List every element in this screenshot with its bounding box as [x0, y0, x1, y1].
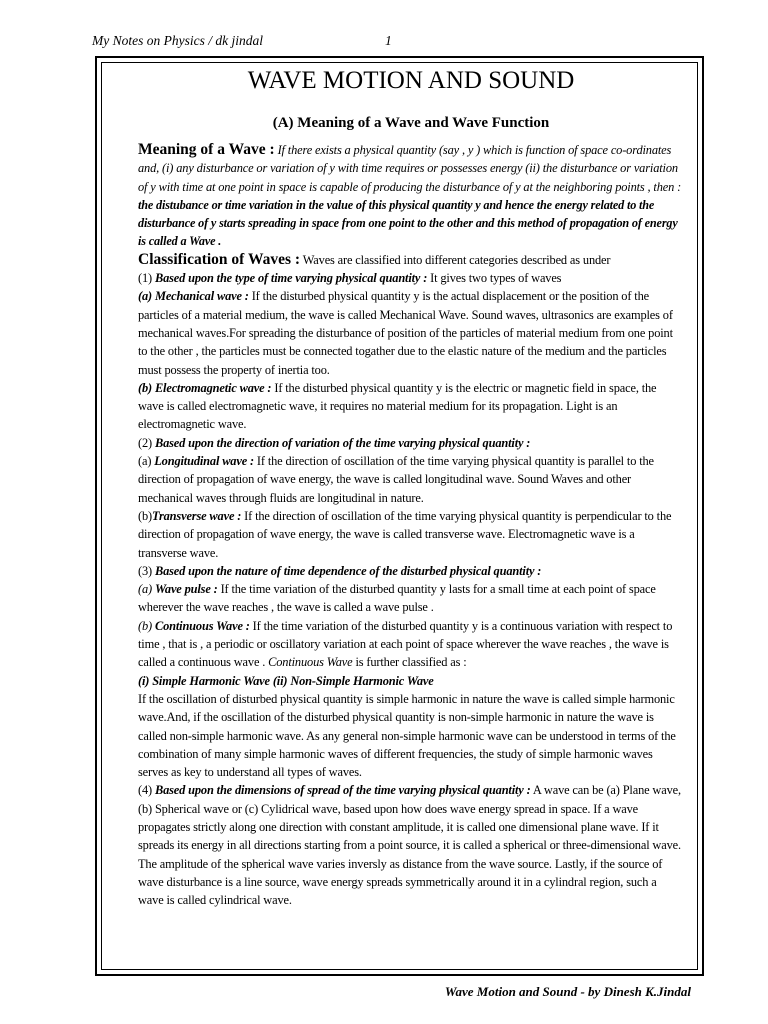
- continuous-wave-text-2: is further classified as :: [352, 655, 467, 670]
- section-1-text: It gives two types of waves: [427, 271, 562, 286]
- page-content: [138, 66, 684, 909]
- meaning-heading: Meaning of a Wave :: [138, 141, 275, 158]
- em-wave-paragraph: [138, 379, 684, 434]
- em-wave-text: If the disturbed physical quantity y is the electric or magnetic field in space, the wave is called electromagnetic wave, it requires no material medium for its propagation. Light is an electromagnetic wave.: [138, 380, 657, 432]
- section-4-title: Based upon the dimensions of spread of the time varying physical quantity :: [154, 783, 531, 798]
- meaning-paragraph: [138, 141, 684, 196]
- section-subtitle: (A) Meaning of a Wave and Wave Function: [272, 115, 550, 131]
- classification-heading: Classification of Waves :: [138, 250, 301, 268]
- wave-pulse-label: Wave pulse :: [154, 582, 218, 597]
- page-number: 1: [385, 33, 392, 48]
- meaning-text: If there exists a physical quantity (say , y ) which is function of space co-ordinates and, (i) any disturbance or variation of y with time requires or possesses energy (ii) the disturbance or variation of y with time at one point in space is capable of producing the disturbance of y at the neighboring points , then :: [138, 143, 682, 194]
- continuous-wave-paragraph: [138, 617, 684, 672]
- classification-paragraph: [138, 251, 684, 269]
- section-2-title: Based upon the direction of variation of the time varying physical quantity :: [154, 435, 531, 450]
- wave-pulse-prefix: (a): [138, 582, 155, 597]
- continuous-wave-italic: Continuous Wave: [268, 655, 353, 670]
- mechanical-wave-text: If the disturbed physical quantity y is the actual displacement or the position of the particles of a material medium, the wave is called Mechanical Wave. Sound waves, ultrasonics are examples of mechanical waves.For spreading the disturbance of position of the particles of material medium from one point to the other , the particles must be connected togather due to the elastic nature of the medium and the particles must possess the property of inertia too.: [138, 289, 673, 377]
- section-1-heading: [138, 269, 684, 287]
- harmonic-wave-paragraph: If the oscillation of disturbed physical quantity is simple harmonic in nature the wave is called simple harmonic wave.And, if the oscillation of the disturbed physical quantity is non-simple harmonic in nature the wave is called non-simple harmonic wave. As any general non-simple harmonic wave can be understood in terms of the combination of many simple harmonic waves of different frequencies, the study of simple harmonic waves serves as key to understand all types of waves.: [138, 691, 676, 780]
- mechanical-wave-paragraph: [138, 287, 684, 378]
- section-4-text: A wave can be (a) Plane wave, (b) Spherical wave or (c) Cylidrical wave, based upon how does wave energy spread in space. If a wave propagates strictly along one direction with constant amplitude, it is called one dimensional plane wave. If it spreads its energy in all directions starting from a point source, it is called a spherical or three-dimensional wave. The amplitude of the spherical wave varies inversly as distance from the wave source. Lastly, if the source of wave disturbance is a line source, wave energy spreads symmetrically around it in a cylindral region, such a wave is called cylindrical wave.: [138, 783, 681, 908]
- section-3-number: (3): [138, 563, 155, 578]
- continuous-wave-text: If the time variation of the disturbed quantity y is a continuous variation with respect to time , that is , a periodic or oscillatory variation at each point of space wherever the wave reaches , the wave is called a continuous wave .: [138, 618, 673, 670]
- continuous-wave-label: Continuous Wave :: [154, 618, 250, 633]
- harmonic-wave-heading: (i) Simple Harmonic Wave (ii) Non-Simple Harmonic Wave: [138, 673, 434, 688]
- wave-pulse-paragraph: [138, 580, 684, 617]
- header-title: My Notes on Physics / dk jindal: [92, 33, 263, 48]
- page-footer: Wave Motion and Sound - by Dinesh K.Jindal: [444, 984, 691, 999]
- section-4-number: (4): [138, 783, 155, 798]
- continuous-prefix: (b): [138, 618, 155, 633]
- mechanical-wave-label: (a) Mechanical wave :: [138, 289, 249, 304]
- wave-pulse-text: If the time variation of the disturbed quantity y lasts for a small time at each point of space wherever the wave reaches , the wave is called a wave pulse .: [138, 582, 656, 615]
- meaning-definition: the distubance or time variation in the value of this physical quantity y and hence the energy related to the disturbance of y starts spreading in space from one point to the other and this method of propagation of energy is called a Wave .: [138, 197, 678, 249]
- classification-text: Waves are classified into different categories described as under: [300, 252, 611, 267]
- section-3-heading: [138, 562, 684, 580]
- page-header: [0, 33, 768, 53]
- section-4-paragraph: [138, 781, 684, 909]
- section-2-heading: [138, 434, 684, 452]
- longitudinal-wave-label: Longitudinal wave :: [154, 454, 254, 469]
- page-title: WAVE MOTION AND SOUND: [247, 67, 575, 94]
- transverse-prefix: (b): [138, 508, 152, 523]
- longitudinal-prefix: (a): [138, 454, 155, 469]
- section-2-number: (2): [138, 435, 155, 450]
- transverse-wave-label: Transverse wave :: [152, 508, 242, 523]
- em-wave-label: (b) Electromagnetic wave :: [138, 380, 272, 395]
- longitudinal-wave-text: If the direction of oscillation of the time varying physical quantity is parallel to the direction of propagation of wave energy, the wave is called longitudinal wave. Sound Waves and other mechanical waves through fluids are longitudinal in nature.: [138, 454, 654, 505]
- section-3-title: Based upon the nature of time dependence of the disturbed physical quantity :: [154, 563, 542, 578]
- longitudinal-wave-paragraph: [138, 452, 684, 507]
- section-1-title: Based upon the type of time varying physical quantity :: [154, 271, 428, 286]
- transverse-wave-paragraph: [138, 507, 684, 562]
- transverse-wave-text: If the direction of oscillation of the time varying physical quantity is perpendicular to the direction of propagation of wave energy, the wave is called transverse wave. Electromagnetic wave is a transverse wave.: [138, 508, 672, 560]
- section-1-number: (1): [138, 271, 155, 286]
